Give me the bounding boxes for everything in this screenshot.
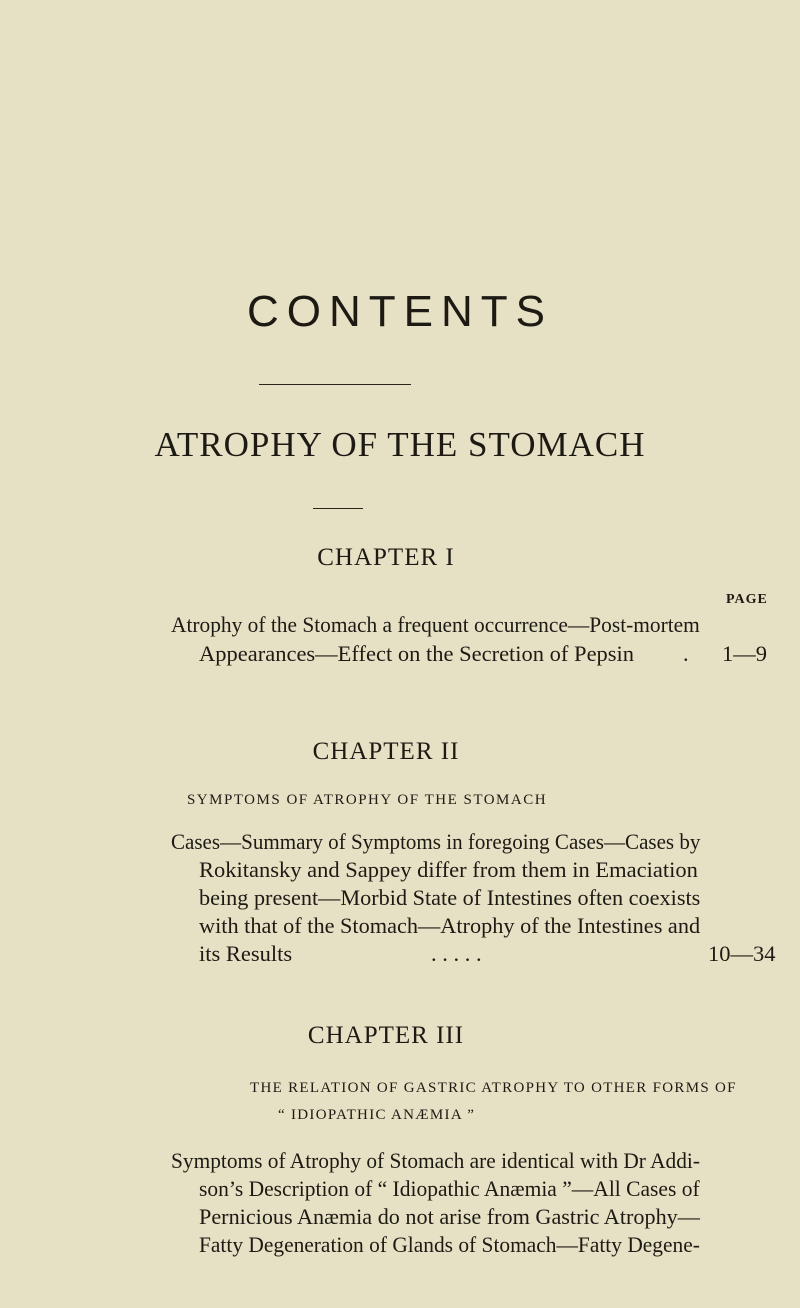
chapter-3-subtitle-line-2: “ IDIOPATHIC ANÆMIA ”	[278, 1107, 476, 1123]
chapter-2-line-1: Cases—Summary of Symptoms in foregoing Cases—Cases by	[171, 829, 701, 854]
chapter-2-leader: . . . . .	[431, 941, 482, 966]
short-divider	[313, 508, 363, 509]
chapter-2-line-3: being present—Morbid State of Intestines often coexists	[199, 885, 701, 910]
chapter-2-line-5: its Results	[199, 941, 293, 966]
chapter-1-pages: 1—9	[722, 641, 767, 666]
chapter-3-line-2: son’s Description of “ Idiopathic Anæmia ”—All Cases of	[199, 1176, 700, 1201]
contents-title: CONTENTS	[247, 287, 553, 336]
chapter-2-heading: CHAPTER II	[312, 738, 460, 765]
chapter-2-line-4: with that of the Stomach—Atrophy of the Intestines and	[199, 913, 701, 938]
chapter-2-pages: 10—34	[708, 941, 776, 966]
chapter-3-heading: CHAPTER III	[307, 1022, 465, 1049]
page-column-label: PAGE	[726, 592, 768, 607]
title-divider	[259, 384, 411, 385]
chapter-1-leader: .	[683, 641, 689, 666]
chapter-3-line-3: Pernicious Anæmia do not arise from Gastric Atrophy—	[199, 1204, 700, 1229]
chapter-2-subtitle: SYMPTOMS OF ATROPHY OF THE STOMACH	[186, 792, 548, 808]
chapter-2-line-2: Rokitansky and Sappey differ from them in Emaciation	[199, 857, 698, 882]
chapter-1-line-2: Appearances—Effect on the Secretion of Pepsin	[199, 641, 635, 666]
chapter-1-heading: CHAPTER I	[317, 544, 455, 571]
chapter-3-line-1: Symptoms of Atrophy of Stomach are identical with Dr Addi-	[171, 1148, 700, 1173]
chapter-3-line-4: Fatty Degeneration of Glands of Stomach—Fatty Degene-	[199, 1232, 700, 1257]
book-title: ATROPHY OF THE STOMACH	[154, 425, 646, 464]
chapter-3-subtitle-line-1: THE RELATION OF GASTRIC ATROPHY TO OTHER FORMS OF	[250, 1080, 737, 1096]
chapter-1-line-1: Atrophy of the Stomach a frequent occurrence—Post-mortem	[171, 612, 700, 637]
